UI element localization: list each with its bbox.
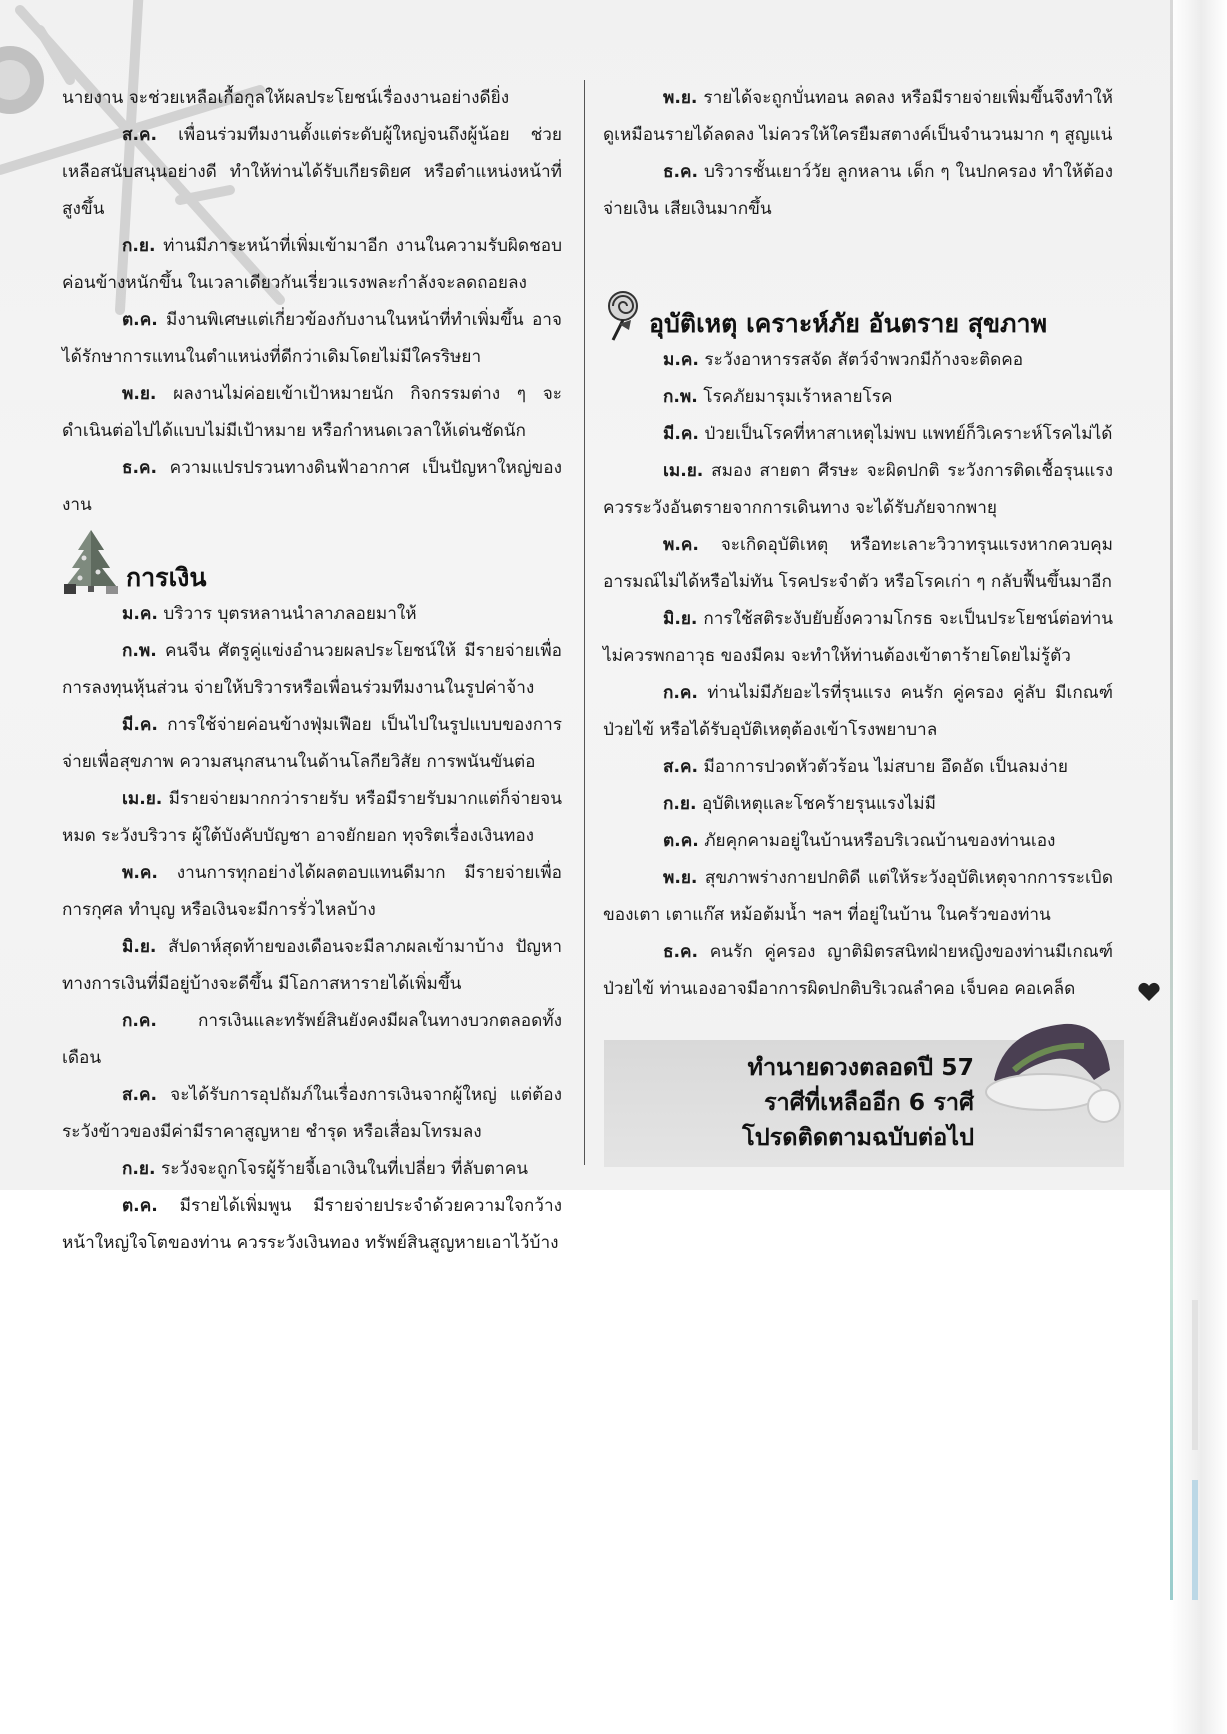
finance-item xyxy=(62,707,562,781)
health-title: อุบัติเหตุ เคราะห์ภัย อันตราย สุขภาพ xyxy=(649,309,1048,338)
work-item xyxy=(62,228,562,302)
month-label: พ.ค. xyxy=(122,863,158,883)
forecast-text: มีงานพิเศษแต่เกี่ยวข้องกับงานในหน้าที่ทำเพิ่มขึ้น อาจได้รักษาการแทนในตำแหน่งที่ดีกว่าเดิมโดยไม่มีใครริษยา xyxy=(62,310,563,367)
banner-line-2: ราศีที่เหลืออีก 6 ราศี xyxy=(763,1088,974,1116)
right-column xyxy=(603,80,1113,1008)
health-item xyxy=(603,453,1113,527)
month-label: ส.ค. xyxy=(122,125,158,145)
finance-item xyxy=(62,781,562,855)
forecast-text: การใช้สติระงับยับยั้งความโกรธ จะเป็นประโยชน์ต่อท่าน ไม่ควรพกอาวุธ ของมีคม จะทำให้ท่านต้องเข้าตาร้ายโดยไม่รู้ตัว xyxy=(603,609,1113,666)
left-column xyxy=(62,80,562,1262)
forecast-text: ความแปรปรวนทางดินฟ้าอากาศ เป็นปัญหาใหญ่ของงาน xyxy=(62,458,562,515)
month-label: ก.ย. xyxy=(122,236,156,256)
finance-item xyxy=(62,633,562,707)
finance-item xyxy=(603,154,1113,228)
month-label: ม.ค. xyxy=(663,350,699,370)
forecast-text: จะเกิดอุบัติเหตุ หรือทะเลาะวิวาทรุนแรงหากควบคุมอารมณ์ไม่ได้หรือไม่ทัน โรคประจำตัว หรือโรคเก่า ๆ กลับฟื้นขึ้นมาอีก xyxy=(603,535,1113,592)
forecast-text: ผลงานไม่ค่อยเข้าเป้าหมายนัก กิจกรรมต่าง ๆ จะดำเนินต่อไปได้แบบไม่มีเป้าหมาย หรือกำหนดเวลาให้เด่นชัดนัก xyxy=(62,384,562,441)
month-label: ธ.ค. xyxy=(663,942,699,962)
forecast-text: เพื่อนร่วมทีมงานตั้งแต่ระดับผู้ใหญ่จนถึงผู้น้อย ช่วยเหลือสนับสนุนอย่างดี ทำให้ท่านได้รับเกียรติยศ หรือตำแหน่งหน้าที่สูงขึ้น xyxy=(62,125,562,219)
forecast-text: การเงินและทรัพย์สินยังคงมีผลในทางบวกตลอดทั้งเดือน xyxy=(62,1011,562,1068)
month-label: มี.ค. xyxy=(122,715,158,735)
health-item xyxy=(603,934,1113,1008)
forecast-text: คนรัก คู่ครอง ญาติมิตรสนิทฝ่ายหญิงของท่านมีเกณฑ์ป่วยไข้ ท่านเองอาจมีอาการผิดปกติบริเวณลำคอ เจ็บคอ คอเคล็ด xyxy=(603,942,1113,999)
month-label: ธ.ค. xyxy=(663,162,699,182)
month-label: ก.พ. xyxy=(122,641,157,661)
forecast-text: สมอง สายตา ศีรษะ จะผิดปกติ ระวังการติดเชื้อรุนแรง ควรระวังอันตรายจากการเดินทาง จะได้รับภัยจากพายุ xyxy=(603,461,1114,518)
page-edge-strip xyxy=(1170,0,1227,1734)
work-item xyxy=(62,302,562,376)
work-item xyxy=(62,376,562,450)
forecast-text: โรคภัยมารุมเร้าหลายโรค xyxy=(703,387,893,407)
heart-logo-icon xyxy=(1077,979,1101,999)
lollipop-candy-icon xyxy=(603,290,643,342)
forecast-text: ท่านมีภาระหน้าที่เพิ่มเข้ามาอีก งานในความรับผิดชอบค่อนข้างหนักขึ้น ในเวลาเดียวกันเรี่ยวแรงพละกำลังจะลดถอยลง xyxy=(62,236,562,293)
forecast-text: การใช้จ่ายค่อนข้างฟุ่มเฟือย เป็นไปในรูปแบบของการจ่ายเพื่อสุขภาพ ความสนุกสนานในด้านโลกียวิสัย การพนันขันต่อ xyxy=(62,715,562,772)
forecast-text: จะได้รับการอุปถัมภ์ในเรื่องการเงินจากผู้ใหญ่ แต่ต้องระวังข้าวของมีค่ามีราคาสูญหาย ชำรุด หรือเสื่อมโทรมลง xyxy=(62,1085,562,1142)
column-divider xyxy=(584,80,585,1165)
month-label: ม.ค. xyxy=(122,604,158,624)
work-item xyxy=(62,117,562,228)
work-item xyxy=(62,450,562,524)
health-item xyxy=(603,675,1113,749)
month-label: เม.ย. xyxy=(122,789,163,809)
forecast-text: ท่านไม่มีภัยอะไรที่รุนแรง คนรัก คู่ครอง คู่ลับ มีเกณฑ์ป่วยไข้ หรือได้รับอุบัติเหตุต้องเข้าโรงพยาบาล xyxy=(603,683,1113,740)
month-label: ต.ค. xyxy=(122,1196,158,1216)
month-label: พ.ย. xyxy=(663,88,698,108)
health-item xyxy=(603,342,1113,379)
forecast-text: งานการทุกอย่างได้ผลตอบแทนดีมาก มีรายจ่ายเพื่อการกุศล ทำบุญ หรือเงินจะมีการรั่วไหลบ้าง xyxy=(62,863,562,920)
forecast-text: สัปดาห์สุดท้ายของเดือนจะมีลาภผลเข้ามาบ้าง ปัญหาทางการเงินที่มีอยู่บ้างจะดีขึ้น มีโอกาสหารายได้เพิ่มขึ้น xyxy=(62,937,562,994)
month-label: ก.ค. xyxy=(122,1011,157,1031)
month-label: มิ.ย. xyxy=(663,609,698,629)
month-label: ก.พ. xyxy=(663,387,698,407)
month-label: ก.ค. xyxy=(663,683,698,703)
health-section-header xyxy=(603,270,1113,342)
finance-item xyxy=(62,855,562,929)
forecast-text: มีอาการปวดหัวตัวร้อน ไม่สบาย อึดอัด เป็นลมง่าย xyxy=(703,757,1068,777)
forecast-text: คนจีน ศัตรูคู่แข่งอำนวยผลประโยชน์ให้ มีรายจ่ายเพื่อการลงทุนหุ้นส่วน จ่ายให้บริวารหรือเพื่อนร่วมทีมงานในรูปค่าจ้าง xyxy=(62,641,562,698)
health-item xyxy=(603,379,1113,416)
christmas-tree-icon xyxy=(62,528,120,596)
finance-forecast-list xyxy=(62,596,562,1262)
santa-hat-icon xyxy=(974,1010,1124,1140)
finance-item xyxy=(62,1188,562,1262)
month-label: พ.ย. xyxy=(663,868,698,888)
month-label: ต.ค. xyxy=(122,310,158,330)
banner-line-3: โปรดติดตามฉบับต่อไป xyxy=(742,1123,974,1151)
month-label: ส.ค. xyxy=(122,1085,158,1105)
finance-item xyxy=(62,596,562,633)
forecast-text: บริวารชั้นเยาว์วัย ลูกหลาน เด็ก ๆ ในปกครอง ทำให้ต้องจ่ายเงิน เสียเงินมากขึ้น xyxy=(603,162,1113,219)
finance-title: การเงิน xyxy=(126,563,207,592)
month-label: เม.ย. xyxy=(663,461,704,481)
lead-line: นายงาน จะช่วยเหลือเกื้อกูลให้ผลประโยชน์เรื่องงานอย่างดียิ่ง xyxy=(62,88,510,108)
month-label: ส.ค. xyxy=(663,757,699,777)
health-forecast-list xyxy=(603,342,1113,1008)
health-item xyxy=(603,527,1113,601)
month-label: พ.ค. xyxy=(663,535,699,555)
finance-item xyxy=(62,929,562,1003)
forecast-text: อุบัติเหตุและโชคร้ายรุนแรงไม่มี xyxy=(702,794,936,814)
forecast-text: ภัยคุกคามอยู่ในบ้านหรือบริเวณบ้านของท่านเอง xyxy=(704,831,1056,851)
health-item xyxy=(603,823,1113,860)
month-label: พ.ย. xyxy=(122,384,157,404)
forecast-text: มีรายได้เพิ่มพูน มีรายจ่ายประจำด้วยความใจกว้าง หน้าใหญ่ใจโตของท่าน ควรระวังเงินทอง ทรัพย์สินสูญหายเอาไว้บ้าง xyxy=(62,1196,563,1253)
month-label: ก.ย. xyxy=(663,794,697,814)
month-label: ต.ค. xyxy=(663,831,699,851)
forecast-text: ระวังจะถูกโจรผู้ร้ายจี้เอาเงินในที่เปลี่ยว ที่ลับตาคน xyxy=(161,1159,528,1179)
forecast-text: สุขภาพร่างกายปกติดี แต่ให้ระวังอุบัติเหตุจากการระเบิดของเตา เตาแก๊ส หม้อต้มน้ำ ฯลฯ ที่อยู่ในบ้าน ในครัวของท่าน xyxy=(603,868,1113,925)
month-label: ธ.ค. xyxy=(122,458,158,478)
next-issue-banner xyxy=(604,1040,1124,1170)
health-item xyxy=(603,749,1113,786)
month-label: ก.ย. xyxy=(122,1159,156,1179)
health-item xyxy=(603,860,1113,934)
work-forecast-list xyxy=(62,117,562,524)
forecast-text: ป่วยเป็นโรคที่หาสาเหตุไม่พบ แพทย์ก็วิเคราะห์โรคไม่ได้ xyxy=(704,424,1113,444)
forecast-text: รายได้จะถูกบั่นทอน ลดลง หรือมีรายจ่ายเพิ่มขึ้นจึงทำให้ดูเหมือนรายได้ลดลง ไม่ควรให้ใครยืมสตางค์เป็นจำนวนมาก ๆ สูญแน่ xyxy=(603,88,1113,145)
finance-item xyxy=(62,1151,562,1188)
month-label: มี.ค. xyxy=(663,424,699,444)
forecast-text: ระวังอาหารรสจัด สัตว์จำพวกมีก้างจะติดคอ xyxy=(704,350,1024,370)
finance-continued-list xyxy=(603,80,1113,228)
finance-section-header xyxy=(62,524,562,596)
banner-text xyxy=(604,1050,974,1155)
health-item xyxy=(603,416,1113,453)
banner-line-1: ทำนายดวงตลอดปี 57 xyxy=(747,1053,974,1081)
finance-item xyxy=(62,1077,562,1151)
month-label: มิ.ย. xyxy=(122,937,157,957)
health-item xyxy=(603,786,1113,823)
finance-item xyxy=(603,80,1113,154)
forecast-text: มีรายจ่ายมากกว่ารายรับ หรือมีรายรับมากแต่ก็จ่ายจนหมด ระวังบริวาร ผู้ใต้บังคับบัญชา อาจยักยอก ทุจริตเรื่องเงินทอง xyxy=(62,789,562,846)
health-item xyxy=(603,601,1113,675)
forecast-text: บริวาร บุตรหลานนำลาภลอยมาให้ xyxy=(163,604,417,624)
finance-item xyxy=(62,1003,562,1077)
